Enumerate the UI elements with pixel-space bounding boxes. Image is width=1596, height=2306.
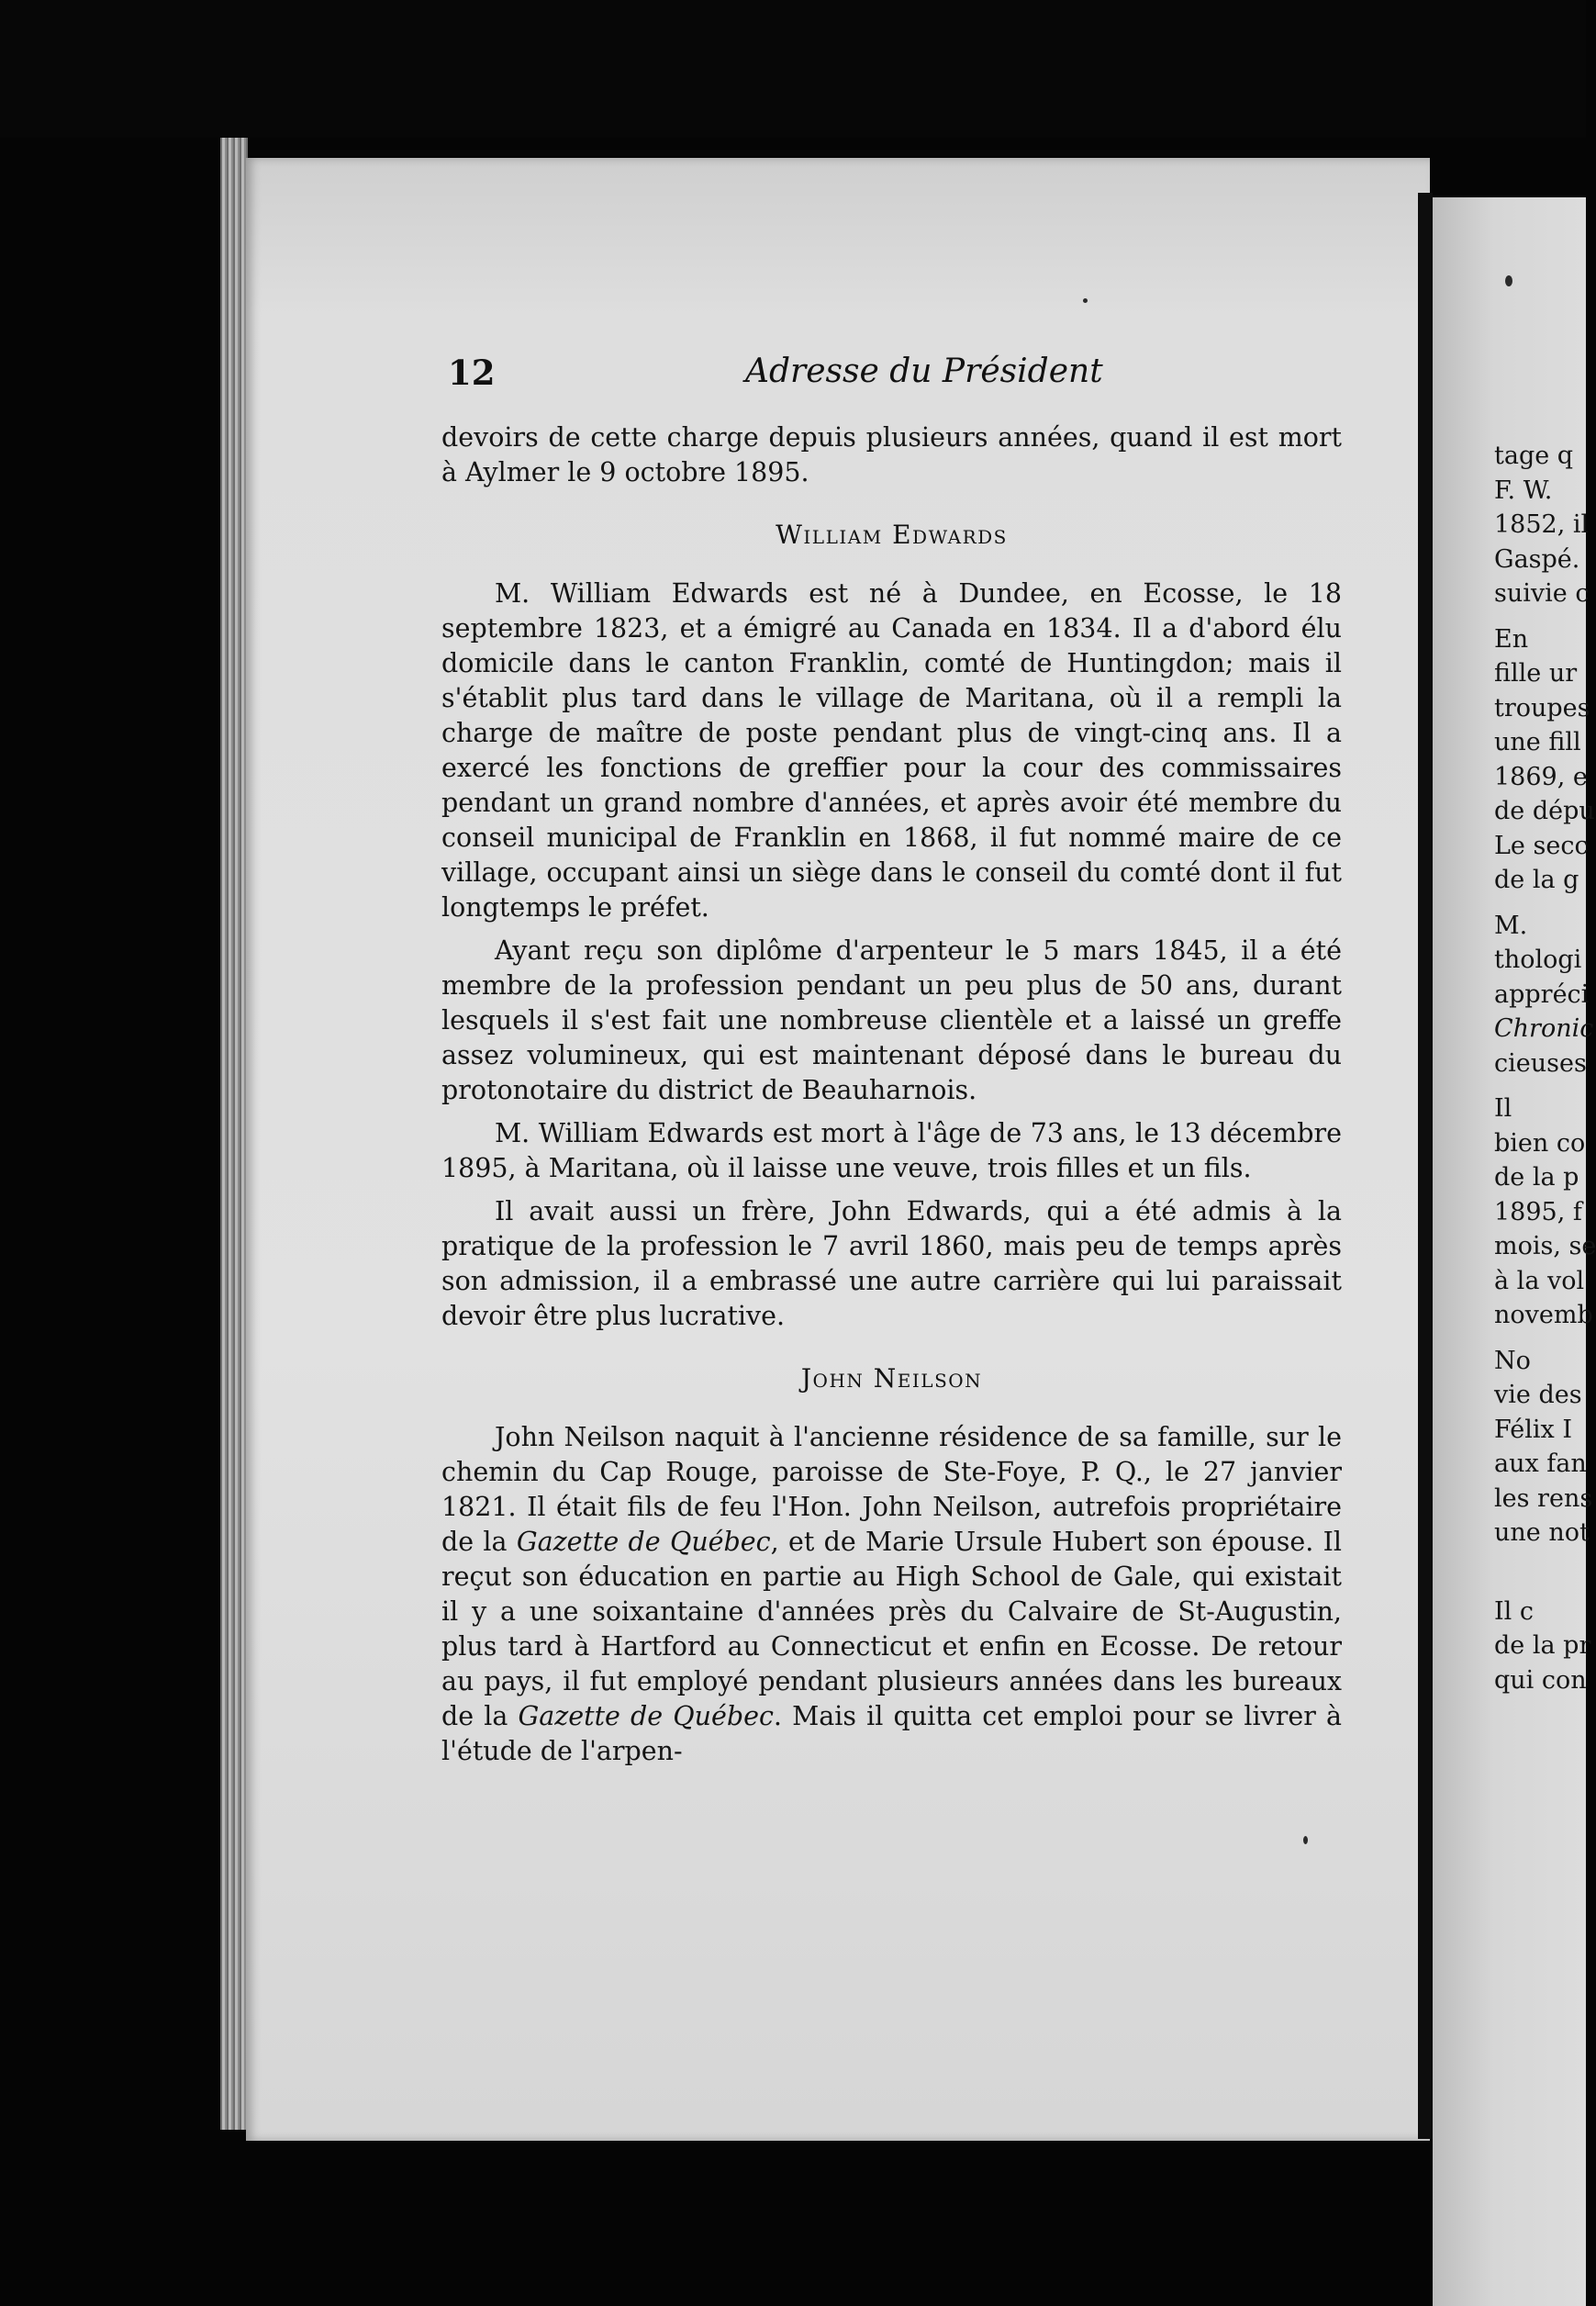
right-page-fragment: tage q (1494, 442, 1574, 470)
right-page-fragment: de la p (1494, 1163, 1579, 1192)
right-page-fragment: aux fan (1494, 1450, 1587, 1478)
right-page-fragment: de la pr (1494, 1631, 1591, 1660)
publication-title: Gazette de Québec (518, 1701, 774, 1731)
right-page-fragment: à la vol (1494, 1266, 1585, 1295)
scan-speck (1083, 298, 1088, 303)
line-gap (1494, 1550, 1586, 1562)
right-page-fragment: Chronic (1494, 1014, 1594, 1043)
page-edges (220, 138, 248, 2130)
paragraph: M. William Edwards est né à Dundee, en Ecosse, le 18 septembre 1823, et a émigré au Canada en 1834. Il a d'abord élu domicile dans le canton Franklin, comté de Huntingdon; mais il s'établit plus tard dans le village de Maritana, où il a rempli la charge de maître de poste pendant plus de vingt-cinq ans. Il a exercé les fonctions de greffier pour la cour des commissaires pendant un grand nombre d'années, et après avoir été membre du conseil municipal de Franklin en 1868, il fut nommé maire de ce village, occupant ainsi un siège dans le conseil du comté dont il fut longtemps le préfet. (441, 578, 1342, 923)
line-gap (1494, 611, 1586, 622)
scan-speck (1303, 1836, 1308, 1844)
running-title: Adresse du Président (745, 353, 1103, 390)
right-page-fragment: thologi (1494, 946, 1582, 974)
right-page-fragment: de dépu (1494, 797, 1595, 825)
book-gutter (1418, 193, 1433, 2139)
right-page-fragment: une fill (1494, 728, 1581, 756)
right-page-fragment: Félix I (1494, 1415, 1572, 1444)
right-page-fragment: fille ur (1494, 659, 1578, 688)
line-gap (1494, 1333, 1586, 1344)
right-page-fragment: En (1494, 624, 1529, 654)
scan-speck (1505, 275, 1512, 286)
right-page-fragment: F. W. (1494, 476, 1553, 505)
right-page-fragment: appréci (1494, 979, 1590, 1009)
section-heading-william-edwards: William Edwards (776, 520, 1008, 550)
right-page-fragment: troupes (1494, 693, 1590, 722)
right-page-text-fragments (1494, 439, 1596, 1697)
paragraph: Ayant reçu son diplôme d'arpenteur le 5 mars 1845, il a été membre de la profession pendant un peu plus de 50 ans, durant lesquels il s'est fait une nombreuse clientèle et a laissé un greffe assez volumineux, qui est maintenant déposé dans le bureau du protonotaire du district de Beauharnois. (441, 935, 1342, 1105)
scan-background (0, 0, 1586, 138)
line-gap (1494, 1080, 1586, 1091)
right-page-fragment: Le secc (1494, 831, 1589, 860)
page-number: 12 (448, 353, 496, 393)
right-page-fragment: 1852, il (1494, 510, 1590, 539)
text-run: , et de Marie Ursule Hubert son épouse. Il reçut son éducation en partie au High School de Gale, qui existait il y a une soixantaine d'années près du Calvaire de St-Augustin, plus tard à Hartford au Connecticut et enfin en Ecosse. De retour au pays, il fut employé pendant plusieurs années dans les bureaux de la (441, 1527, 1342, 1731)
right-page-fragment: M. (1494, 911, 1528, 940)
right-page-fragment: qui con (1494, 1665, 1587, 1695)
right-page-fragment: mois, se (1494, 1232, 1596, 1260)
right-page-fragment: suivie c (1494, 579, 1590, 608)
publication-title: Gazette de Québec (516, 1527, 771, 1557)
page-body (441, 420, 1342, 1769)
paragraph: M. William Edwards est mort à l'âge de 73 ans, le 13 décembre 1895, à Maritana, où il laisse une veuve, trois filles et un fils. (441, 1118, 1342, 1183)
paragraph-continuation: devoirs de cette charge depuis plusieurs années, quand il est mort à Aylmer le 9 octobre 1895. (441, 422, 1342, 487)
right-page-fragment: de la g (1494, 866, 1579, 894)
right-page-fragment: les rens (1494, 1483, 1593, 1513)
line-gap (1494, 1562, 1586, 1573)
right-page-fragment: novemb (1494, 1301, 1593, 1329)
right-page-fragment: 1895, f (1494, 1197, 1582, 1226)
right-page-fragment: Il c (1494, 1596, 1535, 1626)
right-page-fragment: bien co (1494, 1128, 1586, 1158)
right-page-fragment: cieuses (1494, 1048, 1587, 1078)
right-page-fragment: 1869, e (1494, 762, 1588, 791)
right-page-fragment: Gaspé. (1494, 544, 1580, 574)
right-page-fragment: une not (1494, 1518, 1590, 1547)
text-run: John Neilson naquit à l'ancienne résidence de sa famille, sur le chemin du Cap Rouge, paroisse de Ste-Foye, P. Q., le 27 janvier 1821. Il était fils de feu l'Hon. John Neilson, autrefois propriétaire de la (441, 1422, 1342, 1557)
right-page-fragment: Il (1494, 1094, 1512, 1123)
paragraph: Il avait aussi un frère, John Edwards, qui a été admis à la pratique de la profession le 7 avril 1860, mais peu de temps après son admission, il a embrassé une autre carrière qui lui paraissait devoir être plus lucrative. (441, 1196, 1342, 1331)
right-page-fragment: vie des (1494, 1381, 1582, 1409)
line-gap (1494, 1573, 1586, 1584)
line-gap (1494, 898, 1586, 909)
right-page-fragment: No (1494, 1346, 1531, 1375)
line-gap (1494, 1584, 1586, 1595)
paragraph (441, 1420, 1342, 1769)
text-run: . Mais il quitta cet emploi pour se livrer à l'étude de l'arpen- (441, 1701, 1342, 1766)
section-heading-john-neilson: John Neilson (800, 1363, 983, 1394)
